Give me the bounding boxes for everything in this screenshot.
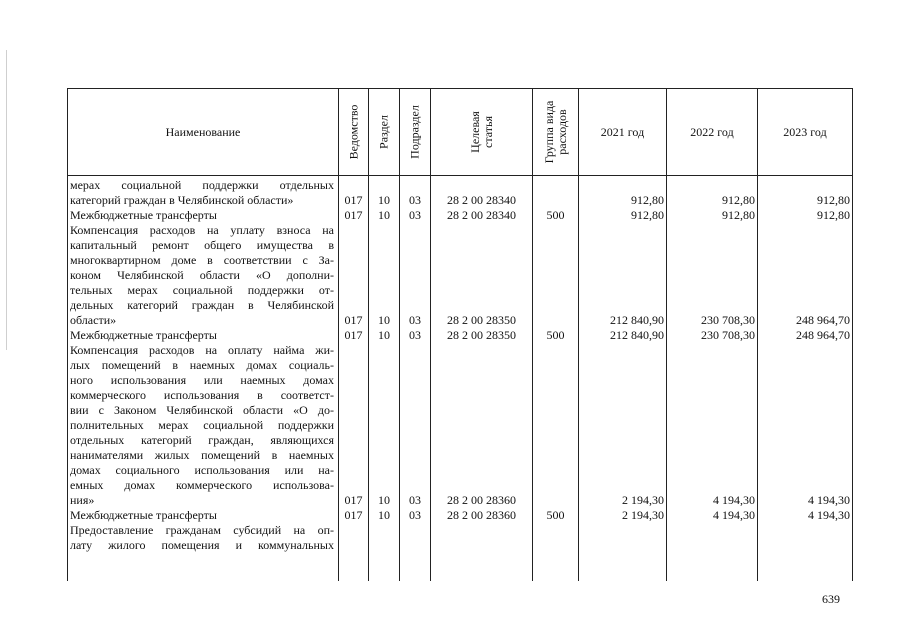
table-row: [68, 343, 852, 358]
row-value-2021: 212 840,90: [610, 328, 664, 342]
row-gruppa: 500: [546, 328, 565, 342]
row-gruppa: 500: [546, 508, 565, 522]
row-value-2022: 4 194,30: [713, 508, 755, 522]
row-vedomstvo: 017: [344, 193, 363, 207]
table-row: [68, 223, 852, 238]
header-2022-label: 2022 год: [690, 124, 734, 139]
row-celevaya: 28 2 00 28340: [447, 193, 516, 207]
row-vedomstvo: 017: [344, 313, 363, 327]
row-name: коммерческого использования в соответст-: [70, 388, 334, 402]
row-razdel: 10: [378, 328, 390, 342]
row-vedomstvo: 017: [344, 493, 363, 507]
row-name: отдельных категорий граждан, являющихся: [70, 433, 334, 447]
header-2022: [667, 89, 757, 175]
table-row: [68, 478, 852, 493]
row-name: полнительных мерах социальной поддержки: [70, 418, 334, 432]
row-name: области»: [70, 313, 117, 327]
table-row: [68, 463, 852, 478]
table-row: [68, 538, 852, 553]
header-2021: [579, 89, 666, 175]
row-name: вии с Законом Челябинской области «О до-: [70, 403, 334, 417]
row-name: Межбюджетные трансферты: [70, 328, 217, 342]
budget-table: [67, 88, 853, 581]
row-razdel: 10: [378, 493, 390, 507]
row-podrazdel: 03: [409, 208, 421, 222]
row-value-2021: 912,80: [631, 208, 664, 222]
row-name: ния»: [70, 493, 95, 507]
header-razdel: [369, 89, 399, 175]
header-2021-label: 2021 год: [600, 124, 645, 139]
row-podrazdel: 03: [409, 508, 421, 522]
header-podrazdel-label: Подраздел: [407, 105, 422, 159]
row-podrazdel: 03: [409, 493, 421, 507]
row-podrazdel: 03: [409, 193, 421, 207]
table-row: [68, 178, 852, 193]
table-row: [68, 508, 852, 523]
table-row: [68, 388, 852, 403]
row-podrazdel: 03: [409, 313, 421, 327]
header-celevaya-label: Целевая статья: [467, 111, 495, 153]
table-row: [68, 433, 852, 448]
row-name: лату жилого помещения и коммунальных: [70, 538, 334, 552]
header-vedomstvo-label: Ведомство: [346, 104, 360, 160]
row-celevaya: 28 2 00 28340: [447, 208, 516, 222]
row-name: Межбюджетные трансферты: [70, 208, 217, 222]
table-row: [68, 358, 852, 373]
table-row: [68, 373, 852, 388]
row-name: Компенсация расходов на уплату взноса на: [70, 223, 334, 237]
table-body: [68, 178, 852, 553]
table-row: [68, 448, 852, 463]
row-value-2023: 4 194,30: [808, 508, 850, 522]
row-value-2022: 4 194,30: [713, 493, 755, 507]
row-name: категорий граждан в Челябинской области»: [70, 193, 294, 207]
row-value-2022: 912,80: [722, 193, 755, 207]
row-name: капитальный ремонт общего имущества в: [70, 238, 334, 252]
row-name: многоквартирном доме в соответствии с За-: [70, 253, 334, 267]
table-row: [68, 493, 852, 508]
row-razdel: 10: [378, 193, 390, 207]
table-row: [68, 298, 852, 313]
row-celevaya: 28 2 00 28360: [447, 508, 516, 522]
row-name: Компенсация расходов на оплату найма жи-: [70, 343, 334, 357]
header-divider: [68, 175, 852, 176]
row-value-2023: 912,80: [817, 193, 850, 207]
row-value-2023: 248 964,70: [796, 313, 850, 327]
header-name: [68, 89, 338, 175]
header-razdel-label: Раздел: [376, 115, 391, 149]
row-value-2022: 912,80: [722, 208, 755, 222]
table-row: [68, 238, 852, 253]
header-podrazdel: [400, 89, 430, 175]
page-number: 639: [822, 592, 840, 606]
table-row: [68, 523, 852, 538]
row-name: мерах социальной поддержки отдельных: [70, 178, 334, 192]
row-name: нанимателями жилых помещений в наемных: [70, 448, 334, 462]
row-podrazdel: 03: [409, 328, 421, 342]
row-vedomstvo: 017: [344, 208, 363, 222]
row-name: тельных мерах социальной поддержки от-: [70, 283, 334, 297]
header-gruppa-label: Группа вида расходов: [541, 100, 569, 164]
row-value-2021: 912,80: [631, 193, 664, 207]
table-row: [68, 328, 852, 343]
header-vedomstvo: [339, 89, 368, 175]
row-celevaya: 28 2 00 28350: [447, 313, 516, 327]
header-name-label: Наименование: [165, 124, 241, 139]
header-2023-label: 2023 год: [783, 124, 827, 139]
row-vedomstvo: 017: [344, 328, 363, 342]
row-name: Предоставление гражданам субсидий на оп-: [70, 523, 334, 537]
row-razdel: 10: [378, 208, 390, 222]
row-name: лых помещений в наемных домах социаль-: [70, 358, 334, 372]
table-row: [68, 313, 852, 328]
table-row: [68, 418, 852, 433]
row-name: ного использования или наемных домах: [70, 373, 334, 387]
row-name: Межбюджетные трансферты: [70, 508, 217, 522]
header-celevaya: [431, 89, 532, 175]
row-razdel: 10: [378, 508, 390, 522]
row-gruppa: 500: [546, 208, 565, 222]
table-row: [68, 253, 852, 268]
row-value-2021: 212 840,90: [610, 313, 664, 327]
row-name: домах социального использования или на-: [70, 463, 334, 477]
row-value-2023: 248 964,70: [796, 328, 850, 342]
row-celevaya: 28 2 00 28350: [447, 328, 516, 342]
row-value-2023: 4 194,30: [808, 493, 850, 507]
row-value-2022: 230 708,30: [701, 328, 755, 342]
row-value-2023: 912,80: [817, 208, 850, 222]
row-value-2022: 230 708,30: [701, 313, 755, 327]
row-vedomstvo: 017: [344, 508, 363, 522]
header-gruppa: [533, 89, 578, 175]
row-name: емных домах коммерческого использова-: [70, 478, 334, 492]
header-2023: [758, 89, 852, 175]
row-celevaya: 28 2 00 28360: [447, 493, 516, 507]
row-razdel: 10: [378, 313, 390, 327]
table-row: [68, 193, 852, 208]
row-name: дельных категорий граждан в Челябинской: [70, 298, 334, 312]
scan-edge-mark: [6, 50, 7, 350]
table-row: [68, 268, 852, 283]
row-value-2021: 2 194,30: [622, 508, 664, 522]
row-name: коном Челябинской области «О дополни-: [70, 268, 334, 282]
table-row: [68, 283, 852, 298]
table-row: [68, 208, 852, 223]
row-value-2021: 2 194,30: [622, 493, 664, 507]
table-row: [68, 403, 852, 418]
